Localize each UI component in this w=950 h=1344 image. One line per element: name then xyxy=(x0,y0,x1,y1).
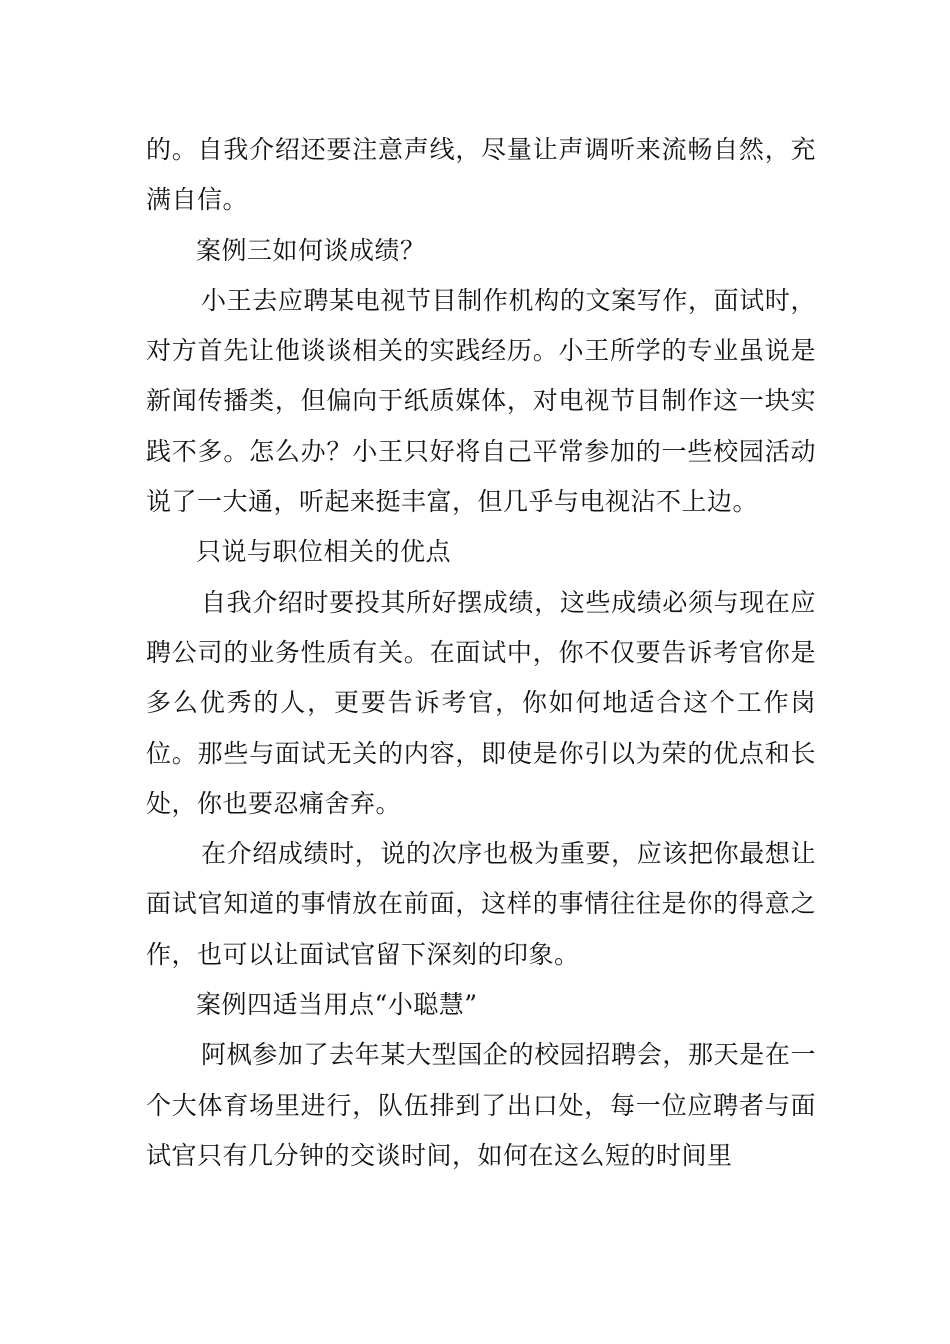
paragraph-relevant-strengths: 自我介绍时要投其所好摆成绩，这些成绩必须与现在应聘公司的业务性质有关。在面试中，你不仅要告诉考官你是多么优秀的人，更要告诉考官，你如何地适合这个工作岗位。那些与面试无关的内容，即使是你引以为荣的优点和长处，你也要忍痛舍弃。 xyxy=(146,587,816,818)
paragraph-order-of-achievements: 在介绍成绩时，说的次序也极为重要，应该把你最想让面试官知道的事情放在前面，这样的事情往往是你的得意之作，也可以让面试官留下深刻的印象。 xyxy=(146,839,816,969)
section-heading-case-three: 案例三如何谈成绩？ xyxy=(196,235,426,265)
section-heading-case-four: 案例四适当用点“小聪慧” xyxy=(196,990,478,1020)
paragraph-continuation: 的。自我介绍还要注意声线，尽量让声调听来流畅自然，充满自信。 xyxy=(146,135,816,215)
paragraph-case-three: 小王去应聘某电视节目制作机构的文案写作，面试时，对方首先让他谈谈相关的实践经历。小王所学的专业虽说是新闻传播类，但偏向于纸质媒体，对电视节目制作这一块实践不多。怎么办？小王只好将自己平常参加的一些校园活动说了一大通，听起来挺丰富，但几乎与电视沾不上边。 xyxy=(146,285,816,517)
document-body xyxy=(146,125,816,1181)
section-heading-relevant-strengths: 只说与职位相关的优点 xyxy=(196,537,452,567)
paragraph-case-four: 阿枫参加了去年某大型国企的校园招聘会，那天是在一个大体育场里进行，队伍排到了出口处，每一位应聘者与面试官只有几分钟的交谈时间，如何在这么短的时间里 xyxy=(146,1040,816,1170)
